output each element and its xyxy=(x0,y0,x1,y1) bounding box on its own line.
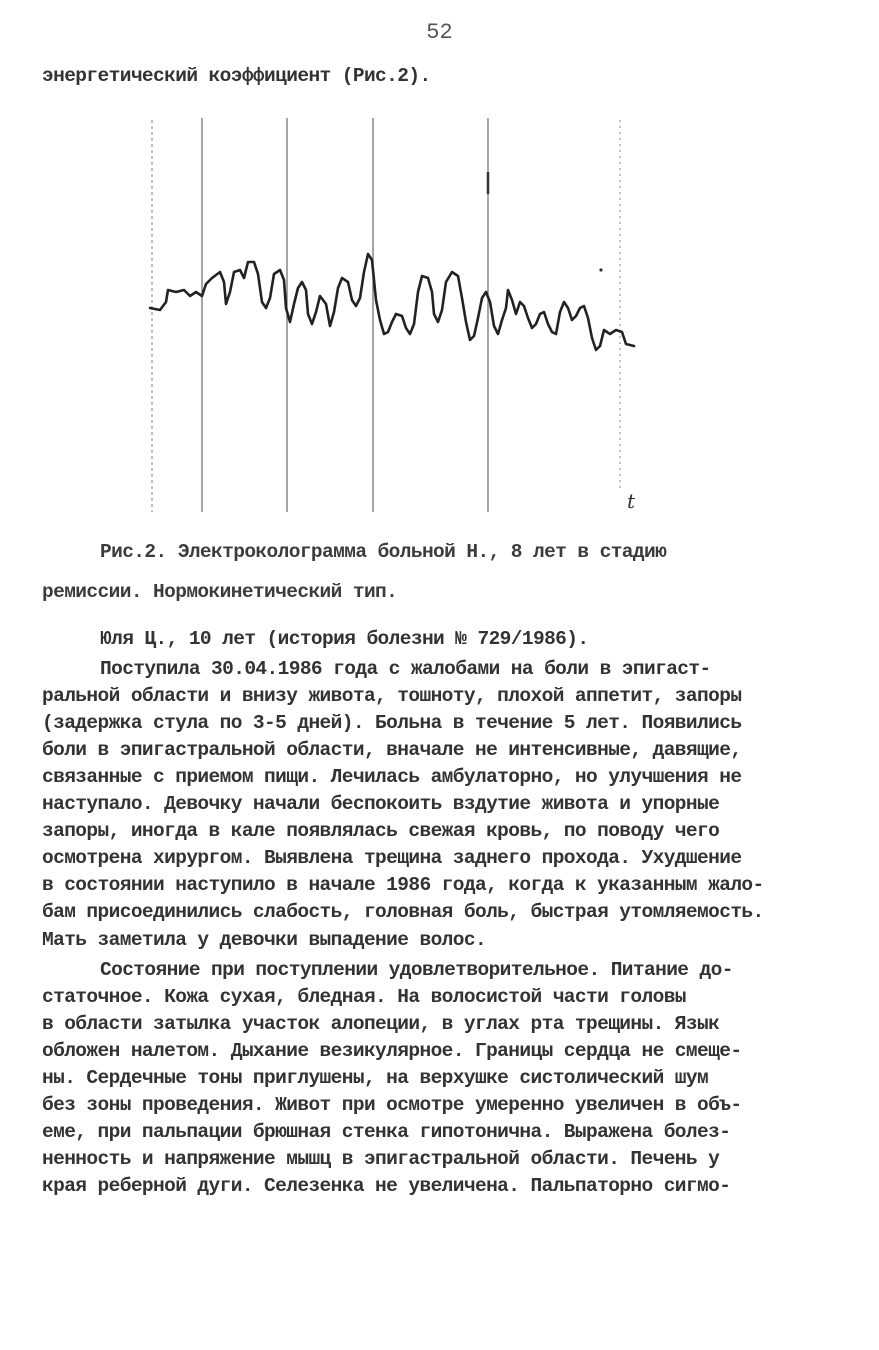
text-line: ны. Сердечные тоны приглушены, на верхушке систолический шум xyxy=(42,1067,709,1089)
text-line: Мать заметила у девочки выпадение волос. xyxy=(42,929,487,951)
text-line: статочное. Кожа сухая, бледная. На волосистой части головы xyxy=(42,986,686,1008)
case-header: Юля Ц., 10 лет (история болезни № 729/1986). xyxy=(100,628,589,650)
text-line: еме, при пальпации брюшная стенка гипотонична. Выражена болез- xyxy=(42,1121,731,1143)
corner-mark: t xyxy=(627,489,636,513)
marker-dot xyxy=(599,268,602,271)
signal-curve xyxy=(150,254,634,350)
text-line: Состояние при поступлении удовлетворительное. Питание до- xyxy=(100,959,733,981)
text-line: наступало. Девочку начали беспокоить вздутие живота и упорные xyxy=(42,793,720,815)
time-markers xyxy=(152,118,620,512)
text-line: боли в эпигастральной области, вначале не интенсивные, давящие, xyxy=(42,739,742,761)
page-number: 52 xyxy=(426,20,453,45)
text-line: ральной области и внизу живота, тошноту, плохой аппетит, запоры xyxy=(42,685,742,707)
text-line: Поступила 30.04.1986 года с жалобами на боли в эпигаст- xyxy=(100,658,711,680)
text-line: ненность и напряжение мышц в эпигастральной области. Печень у xyxy=(42,1148,720,1170)
caption-line: Рис.2. Электроколограмма больной Н., 8 лет в стадию xyxy=(100,541,667,563)
intro-line: энергетический коэффициент (Рис.2). xyxy=(42,65,431,87)
electrocologram-trace xyxy=(140,112,650,522)
text-line: связанные с приемом пищи. Лечилась амбулаторно, но улучшения не xyxy=(42,766,742,788)
caption-line: ремиссии. Нормокинетический тип. xyxy=(42,581,398,603)
text-line: в области затылка участок алопеции, в углах рта трещины. Язык xyxy=(42,1013,720,1035)
electrocologram-figure xyxy=(140,112,650,522)
text-line: края реберной дуги. Селезенка не увеличена. Пальпаторно сигмо- xyxy=(42,1175,731,1197)
text-line: осмотрена хирургом. Выявлена трещина заднего прохода. Ухудшение xyxy=(42,847,742,869)
text-line: (задержка стула по 3-5 дней). Больна в течение 5 лет. Появились xyxy=(42,712,742,734)
text-line: без зоны проведения. Живот при осмотре умеренно увеличен в объ- xyxy=(42,1094,742,1116)
text-line: бам присоединились слабость, головная боль, быстрая утомляемость. xyxy=(42,901,764,923)
text-line: запоры, иногда в кале появлялась свежая кровь, по поводу чего xyxy=(42,820,720,842)
text-line: в состоянии наступило в начале 1986 года, когда к указанным жало- xyxy=(42,874,764,896)
text-line: обложен налетом. Дыхание везикулярное. Границы сердца не смеще- xyxy=(42,1040,742,1062)
